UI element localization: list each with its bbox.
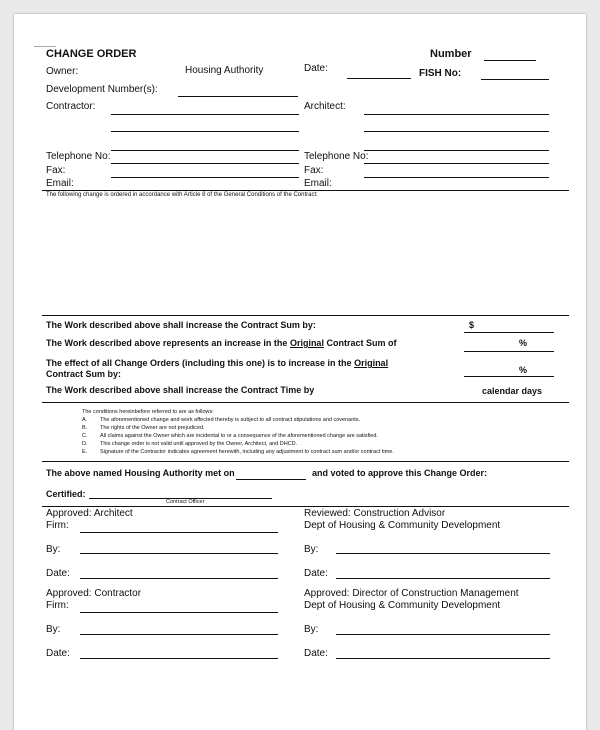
architect-date-line[interactable] — [80, 578, 278, 579]
director-by-line[interactable] — [336, 634, 550, 635]
advisor-date-line[interactable] — [336, 578, 550, 579]
section-divider-3 — [42, 402, 569, 403]
contractor-line-3[interactable] — [111, 150, 299, 151]
contractor-date-line[interactable] — [80, 658, 278, 659]
document-title: CHANGE ORDER — [46, 48, 137, 60]
fish-label: FISH No: — [419, 68, 462, 79]
conditions-intro: The conditions hereinbefore referred to are as follows: — [82, 409, 214, 415]
development-label: Development Number(s): — [46, 84, 158, 95]
architect-approved-label: Approved: Architect — [46, 508, 133, 519]
architect-line-3[interactable] — [364, 150, 549, 151]
architect-by-line[interactable] — [80, 553, 278, 554]
contract-time-line: The Work described above shall increase the Contract Time by — [46, 385, 315, 395]
contractor-by-label: By: — [46, 624, 61, 635]
contract-sum-line: The Work described above shall increase the Contract Sum by: — [46, 320, 316, 330]
architect-line-1[interactable] — [364, 114, 549, 115]
advisor-reviewed-label: Reviewed: Construction Advisor — [304, 508, 446, 519]
advisor-by-label: By: — [304, 544, 319, 555]
contract-sum-field[interactable] — [464, 332, 554, 333]
architect-firm-line[interactable] — [80, 532, 278, 533]
contract-time-unit: calendar days — [482, 386, 543, 396]
owner-label: Owner: — [46, 66, 79, 77]
fax-label-2: Fax: — [304, 165, 324, 176]
director-date-line[interactable] — [336, 658, 550, 659]
condition-letter: E. — [82, 449, 88, 455]
increase-percent-unit: % — [519, 338, 528, 348]
telephone-label-2: Telephone No: — [304, 151, 369, 162]
director-date-label: Date: — [304, 648, 328, 659]
contractor-firm-line[interactable] — [80, 612, 278, 613]
article-note: The following change is ordered in accordance with Article 8 of the General Conditions of the Contract: — [46, 192, 318, 198]
section-divider-5 — [42, 506, 569, 507]
certified-label: Certified: — [46, 489, 86, 499]
director-dept-label: Dept of Housing & Community Development — [304, 600, 501, 611]
condition-text: This change order is not valid until approved by the Owner, Architect, and DHCD. — [100, 441, 298, 447]
architect-firm-label: Firm: — [46, 520, 69, 531]
development-line[interactable] — [178, 96, 298, 97]
architect-line-2[interactable] — [364, 131, 549, 132]
date-line[interactable] — [347, 78, 411, 79]
advisor-dept-label: Dept of Housing & Community Development — [304, 520, 501, 531]
telephone-line-2[interactable] — [364, 163, 549, 164]
condition-text: The rights of the Owner are not prejudiced. — [100, 425, 205, 431]
director-approved-label: Approved: Director of Construction Management — [304, 588, 519, 599]
fax-label: Fax: — [46, 165, 66, 176]
section-divider-2 — [42, 315, 569, 316]
date-label: Date: — [304, 63, 328, 74]
all-orders-line: The effect of all Change Orders (including this one) is to increase in the Original — [46, 358, 389, 368]
meeting-vote-text: and voted to approve this Change Order: — [312, 468, 488, 478]
condition-text: All claims against the Owner which are incidental to or a consequence of the aforementioned change are satisfied. — [100, 433, 378, 439]
owner-value: Housing Authority — [185, 65, 264, 76]
condition-letter: D. — [82, 441, 88, 447]
increase-percent-line: The Work described above represents an increase in the Original Contract Sum of — [46, 338, 397, 348]
fax-line[interactable] — [111, 177, 299, 178]
number-label: Number — [430, 48, 472, 60]
contractor-firm-label: Firm: — [46, 600, 69, 611]
advisor-date-label: Date: — [304, 568, 328, 579]
condition-letter: C. — [82, 433, 88, 439]
contractor-line-2[interactable] — [111, 131, 299, 132]
meeting-text: The above named Housing Authority met on — [46, 468, 235, 478]
meeting-date-field[interactable] — [236, 479, 306, 480]
title-mark — [34, 46, 56, 47]
signature-caption: Contract Officer — [166, 499, 205, 505]
advisor-by-line[interactable] — [336, 553, 550, 554]
email-label-2: Email: — [304, 178, 332, 189]
condition-letter: A. — [82, 417, 88, 423]
all-orders-field[interactable] — [464, 376, 554, 377]
contractor-label: Contractor: — [46, 101, 96, 112]
architect-label: Architect: — [304, 101, 346, 112]
change-order-page — [14, 14, 586, 730]
section-divider-1 — [42, 190, 569, 191]
fish-line[interactable] — [481, 79, 549, 80]
all-orders-line-2: Contract Sum by: — [46, 369, 122, 379]
contractor-approved-label: Approved: Contractor — [46, 588, 142, 599]
condition-text: Signature of the Contractor indicates agreement herewith, including any adjustment to contract sum and/or contract time. — [100, 449, 394, 455]
condition-text: The aforementioned change and work affected thereby is subject to all contract stipulations and covenants. — [100, 417, 361, 423]
all-orders-unit: % — [519, 365, 528, 375]
architect-by-label: By: — [46, 544, 61, 555]
email-label: Email: — [46, 178, 74, 189]
telephone-line[interactable] — [111, 163, 299, 164]
number-line[interactable] — [484, 60, 536, 61]
contractor-date-label: Date: — [46, 648, 70, 659]
architect-date-label: Date: — [46, 568, 70, 579]
fax-line-2[interactable] — [364, 177, 549, 178]
condition-letter: B. — [82, 425, 88, 431]
telephone-label: Telephone No: — [46, 151, 111, 162]
contract-sum-unit: $ — [469, 320, 475, 330]
increase-percent-field[interactable] — [464, 351, 554, 352]
contractor-by-line[interactable] — [80, 634, 278, 635]
director-by-label: By: — [304, 624, 319, 635]
contractor-line-1[interactable] — [111, 114, 299, 115]
section-divider-4 — [42, 461, 569, 462]
